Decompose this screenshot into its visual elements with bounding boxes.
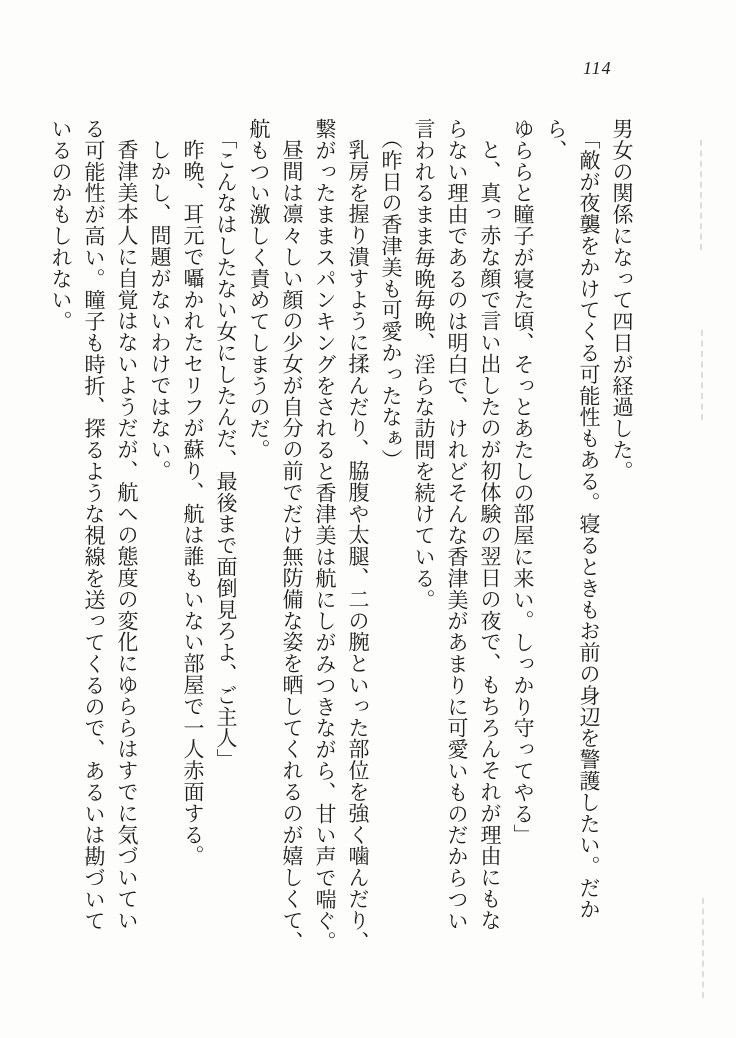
text-column: 言われるまま毎晩毎晩、淫らな訪問を続けている。 — [412, 118, 436, 611]
text-column: 昼間は凛々しい顔の少女が自分の前でだけ無防備な姿を晒してくれるのが嬉しくて、 — [280, 139, 304, 953]
text-column: 昨晩、耳元で囁かれたセリフが蘇り、航は誰もいない部屋で一人赤面する。 — [181, 139, 205, 867]
text-column: 香津美本人に自覚はないようだが、航への態度の変化にゆららはすでに気づいてい — [115, 139, 139, 931]
text-column: と、真っ赤な顔で言い出したのが初体験の翌日の夜で、もちろんそれが理由にもな — [478, 139, 502, 931]
scan-artifact — [702, 898, 706, 998]
scan-artifact — [700, 140, 704, 250]
vertical-text-block — [44, 118, 638, 956]
text-column: らない理由であるのは明白で、けれどそんな香津美があまりに可愛いものだからつい — [445, 118, 469, 932]
text-column: しかし、問題がないわけではない。 — [148, 139, 172, 482]
text-column: 「こんなはしたない女にしたんだ、最後まで面倒見ろよ、ご主人」 — [214, 128, 238, 770]
text-column: 繋がったままスパンキングをされると香津美は航にしがみつきながら、甘い声で喘ぐ。 — [313, 118, 337, 953]
text-column: 男女の関係になって四日が経過した。 — [610, 118, 634, 482]
text-column: いるのかもしれない。 — [49, 118, 73, 332]
text-column: る可能性が高い。瞳子も時折、探るような視線を送ってくるので、あるいは勘づいて — [82, 118, 106, 932]
page-number: 114 — [583, 58, 612, 78]
text-column: 「敵が夜襲をかけてくる可能性もある。寝るときもお前の身辺を警護したい。だから、 — [544, 118, 601, 920]
scan-artifact — [701, 330, 705, 420]
text-column: 航もつい激しく責めてしまうのだ。 — [247, 118, 271, 461]
text-column: ゆららと瞳子が寝た頃、そっとあたしの部屋に来い。しっかり守ってやる」 — [511, 118, 535, 846]
text-column: （昨日の香津美も可愛かったなぁ） — [379, 128, 403, 471]
text-column: 乳房を握り潰すように揉んだり、脇腹や太腿、二の腕といった部位を強く噛んだり、 — [346, 139, 370, 953]
